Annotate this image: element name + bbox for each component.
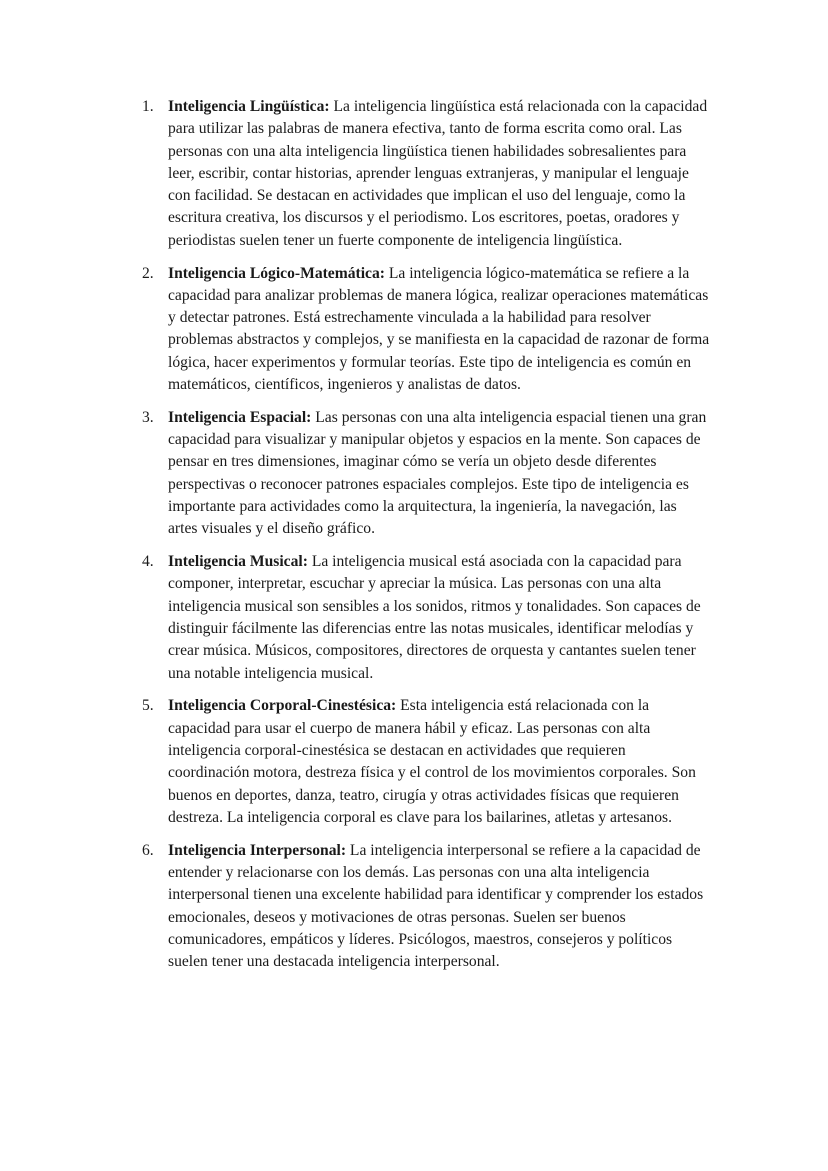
list-item-term: Inteligencia Interpersonal:: [168, 841, 347, 859]
list-item-number: 5.: [142, 697, 154, 715]
list-item: [130, 695, 710, 829]
list-item: [130, 840, 710, 974]
intelligences-list: [130, 96, 710, 984]
list-item-number: 6.: [142, 841, 154, 859]
list-item: [130, 96, 710, 252]
list-item-text: La inteligencia lingüística está relacionada con la capacidad para utilizar las palabras de manera efectiva, tanto de forma escrita como oral. Las personas con una alta inteligencia lingüística tienen habilidades sobresalientes para leer, escribir, contar historias, aprender lenguas extranjeras, y manipular el lenguaje con facilidad. Se destacan en actividades que implican el uso del lenguaje, como la escritura creativa, los discursos y el periodismo. Los escritores, poetas, oradores y periodistas suelen tener un fuerte componente de inteligencia lingüística.: [168, 98, 708, 249]
list-item: [130, 263, 710, 397]
list-item-text: Las personas con una alta inteligencia espacial tienen una gran capacidad para visualizar y manipular objetos y espacios en la mente. Son capaces de pensar en tres dimensiones, imaginar cómo se vería un objeto desde diferentes perspectivas o reconocer patrones espaciales complejos. Este tipo de inteligencia es importante para actividades como la arquitectura, la ingeniería, la navegación, las artes visuales y el diseño gráfico.: [168, 408, 707, 538]
list-item-text: La inteligencia musical está asociada con la capacidad para componer, interpretar, escuchar y apreciar la música. Las personas con una alta inteligencia musical son sensibles a los sonidos, ritmos y tonalidades. Son capaces de distinguir fácilmente las diferencias entre las notas musicales, identificar melodías y crear música. Músicos, compositores, directores de orquesta y cantantes suelen tener una notable inteligencia musical.: [168, 553, 701, 682]
list-item-number: 1.: [142, 98, 154, 115]
list-item-number: 4.: [142, 553, 154, 571]
list-item: [130, 407, 710, 541]
list-item-text: La inteligencia interpersonal se refiere a la capacidad de entender y relacionarse con los demás. Las personas con una alta inteligencia interpersonal tienen una excelente habilidad para identificar y comprender los estados emocionales, deseos y motivaciones de otras personas. Suelen ser buenos comunicadores, empáticos y líderes. Psicólogos, maestros, consejeros y políticos suelen tener una destacada inteligencia interpersonal.: [168, 841, 704, 971]
list-item-text: Esta inteligencia está relacionada con la capacidad para usar el cuerpo de manera hábil y eficaz. Las personas con alta inteligencia corporal-cinestésica se destacan en actividades que requieren coordinación motora, destreza física y el control de los movimientos corporales. Son buenos en deportes, danza, teatro, cirugía y otras actividades físicas que requieren destreza. La inteligencia corporal es clave para los bailarines, atletas y artesanos.: [168, 697, 696, 826]
list-item-text: La inteligencia lógico-matemática se refiere a la capacidad para analizar problemas de manera lógica, realizar operaciones matemáticas y detectar patrones. Está estrechamente vinculada a la habilidad para resolver problemas abstractos y complejos, y se manifiesta en la capacidad de razonar de forma lógica, hacer experimentos y formular teorías. Este tipo de inteligencia es común en matemáticos, científicos, ingenieros y analistas de datos.: [168, 264, 710, 394]
list-item-term: Inteligencia Musical:: [168, 553, 308, 571]
list-item-term: Inteligencia Lógico-Matemática:: [168, 264, 385, 282]
list-item-number: 3.: [142, 408, 154, 426]
list-item-term: Inteligencia Lingüística:: [168, 98, 330, 115]
list-item-term: Inteligencia Corporal-Cinestésica:: [168, 697, 397, 715]
list-item: [130, 551, 710, 685]
list-item-term: Inteligencia Espacial:: [168, 408, 312, 426]
list-item-number: 2.: [142, 264, 154, 282]
